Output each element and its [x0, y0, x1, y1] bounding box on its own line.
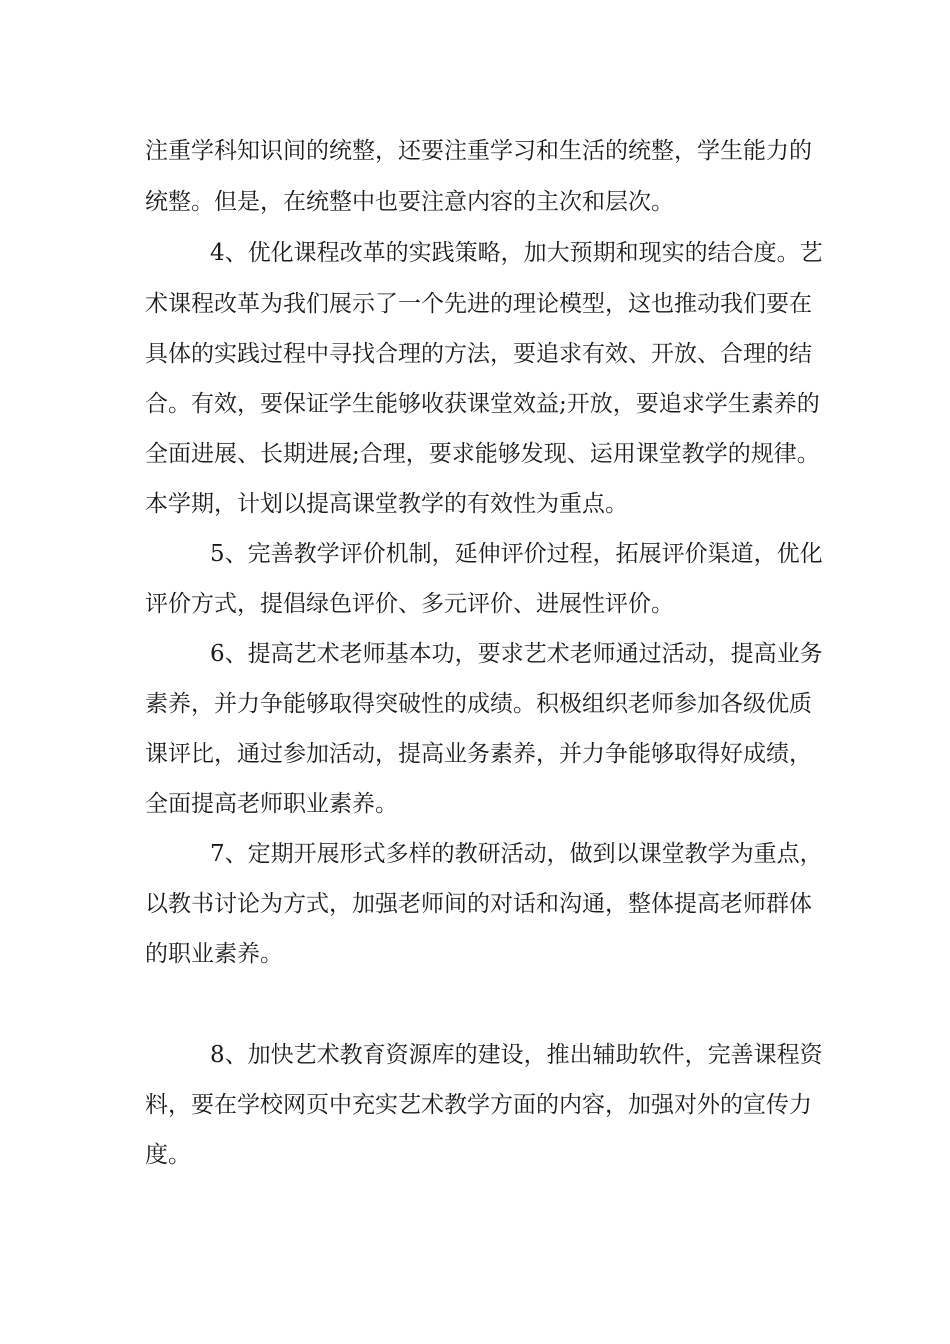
paragraph-2-line-4: 合。有效，要保证学生能够收获课堂效益;开放，要追求学生素养的	[145, 391, 820, 417]
paragraph-3-line-2: 评价方式，提倡绿色评价、多元评价、进展性评价。	[145, 591, 674, 617]
paragraph-4-line-4: 全面提高老师职业素养。	[145, 791, 398, 817]
paragraph-2-line-2: 术课程改革为我们展示了一个先进的理论模型，这也推动我们要在	[145, 291, 812, 317]
paragraph-5-line-2: 以教书讨论为方式，加强老师间的对话和沟通，整体提高老师群体	[145, 891, 812, 917]
paragraph-6-line-1: 8、加快艺术教育资源库的建设，推出辅助软件，完善课程资	[210, 1042, 823, 1068]
paragraph-2-line-5: 全面进展、长期进展;合理，要求能够发现、运用课堂教学的规律。	[145, 441, 820, 467]
paragraph-4-line-3: 课评比，通过参加活动，提高业务素养，并力争能够取得好成绩，	[145, 741, 812, 767]
paragraph-1-line-1: 注重学科知识间的统整，还要注重学习和生活的统整，学生能力的	[145, 138, 812, 164]
paragraph-6-line-2: 料，要在学校网页中充实艺术教学方面的内容，加强对外的宣传力	[145, 1092, 812, 1118]
paragraph-2-line-1: 4、优化课程改革的实践策略，加大预期和现实的结合度。艺	[210, 240, 823, 266]
paragraph-3-line-1: 5、完善教学评价机制，延伸评价过程，拓展评价渠道，优化	[210, 541, 823, 567]
paragraph-5-line-3: 的职业素养。	[145, 941, 283, 967]
paragraph-1-line-2: 统整。但是，在统整中也要注意内容的主次和层次。	[145, 189, 674, 215]
paragraph-2-line-3: 具体的实践过程中寻找合理的方法，要追求有效、开放、合理的结	[145, 341, 812, 367]
paragraph-2-line-6: 本学期，计划以提高课堂教学的有效性为重点。	[145, 491, 628, 517]
paragraph-4-line-1: 6、提高艺术老师基本功，要求艺术老师通过活动，提高业务	[210, 641, 823, 667]
paragraph-4-line-2: 素养，并力争能够取得突破性的成绩。积极组织老师参加各级优质	[145, 691, 812, 717]
paragraph-6-line-3: 度。	[145, 1142, 191, 1168]
paragraph-5-line-1: 7、定期开展形式多样的教研活动，做到以课堂教学为重点，	[210, 841, 823, 867]
